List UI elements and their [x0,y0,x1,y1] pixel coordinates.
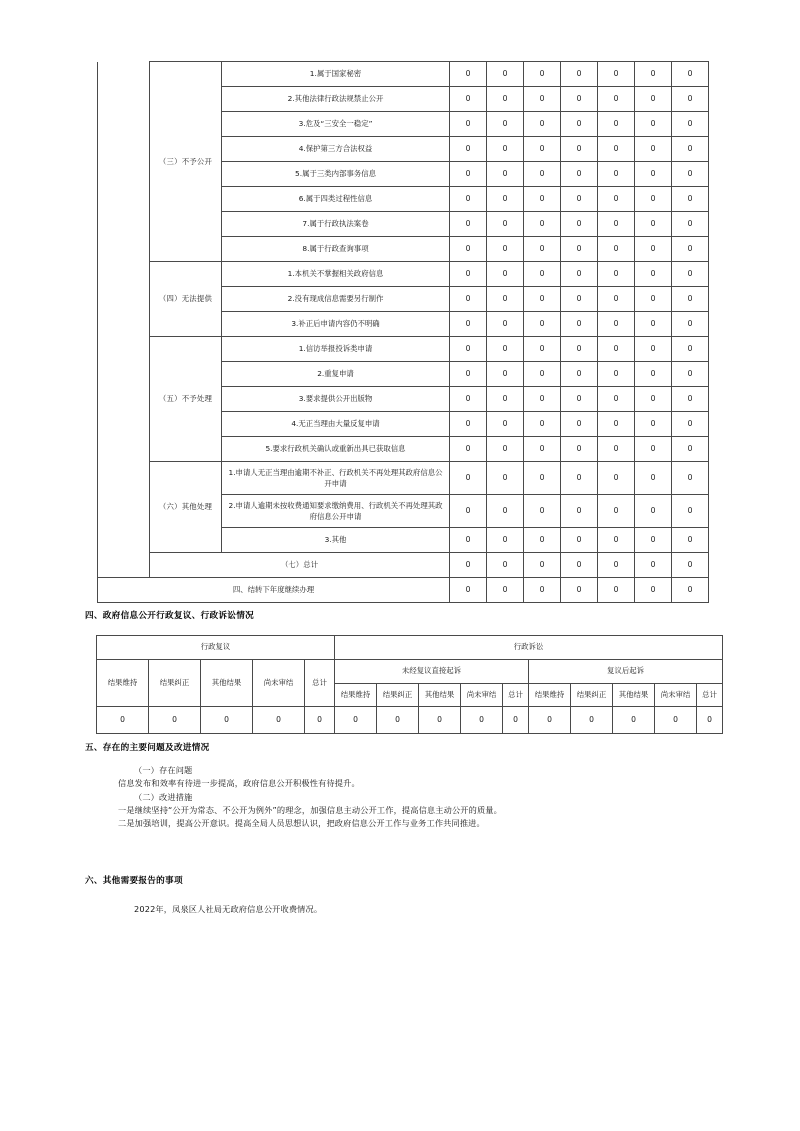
fy-value-cell-10: 0 [529,707,571,734]
value-cell-4: 0 [598,495,635,528]
section-six-heading: 六、其他需要报告的事项 [85,876,183,886]
value-cell-6: 0 [672,528,709,553]
total-value-cell-2: 0 [524,553,561,578]
description-cell: 1.申请人无正当理由逾期不补正、行政机关不再处理其政府信息公开申请 [222,462,450,495]
value-cell-5: 0 [635,137,672,162]
value-cell-5: 0 [635,387,672,412]
fy-value-cell-0: 0 [97,707,149,734]
description-cell: 2.其他法律行政法规禁止公开 [222,87,450,112]
fy-value-cell-14: 0 [697,707,723,734]
total-value-cell-6: 0 [672,553,709,578]
value-cell-0: 0 [450,262,487,287]
value-cell-2: 0 [524,262,561,287]
description-cell: 1.本机关不掌握相关政府信息 [222,262,450,287]
value-cell-4: 0 [598,187,635,212]
value-cell-4: 0 [598,212,635,237]
section-five-sub-b-line1: 一是继续坚持“公开为常态、不公开为例外”的理念，加强信息主动公开工作，提高信息主动公开的质量。 [118,804,502,815]
section-six-body [118,903,322,916]
value-cell-1: 0 [487,187,524,212]
category-cell: （六）其他处理 [150,462,222,553]
value-cell-6: 0 [672,437,709,462]
table-row [98,62,709,87]
fy-value-cell-13: 0 [655,707,697,734]
value-cell-2: 0 [524,462,561,495]
value-cell-5: 0 [635,312,672,337]
section-five-heading: 五、存在的主要问题及改进情况 [85,743,210,753]
section-five-sub-a-text: 信息发布和效率有待进一步提高，政府信息公开积极性有待提升。 [118,778,360,789]
value-cell-2: 0 [524,87,561,112]
value-cell-5: 0 [635,262,672,287]
value-cell-0: 0 [450,287,487,312]
section-six-text: 2022年，凤泉区人社局无政府信息公开收费情况。 [134,904,323,914]
value-cell-1: 0 [487,362,524,387]
value-cell-4: 0 [598,112,635,137]
value-cell-0: 0 [450,362,487,387]
value-cell-0: 0 [450,112,487,137]
value-cell-0: 0 [450,312,487,337]
category-cell: （五）不予处理 [150,337,222,462]
value-cell-2: 0 [524,412,561,437]
value-cell-0: 0 [450,62,487,87]
description-cell: 5.要求行政机关确认或重新出具已获取信息 [222,437,450,462]
description-cell: 8.属于行政查询事项 [222,237,450,262]
continuation-blank-cell [98,62,150,578]
value-cell-2: 0 [524,337,561,362]
value-cell-3: 0 [561,87,598,112]
col-header-fuyi-1: 结果纠正 [149,660,201,707]
value-cell-1: 0 [487,212,524,237]
fy-value-cell-11: 0 [571,707,613,734]
group-header-administrative-review: 行政复议 [97,636,335,660]
col-header-fuyihou-4: 总计 [697,684,723,707]
description-cell: 4.保护第三方合法权益 [222,137,450,162]
value-cell-0: 0 [450,87,487,112]
value-cell-3: 0 [561,462,598,495]
value-cell-6: 0 [672,137,709,162]
col-header-zhijie-1: 结果纠正 [377,684,419,707]
value-cell-2: 0 [524,112,561,137]
col-header-fuyihou-2: 其他结果 [613,684,655,707]
value-cell-6: 0 [672,212,709,237]
value-cell-6: 0 [672,112,709,137]
value-cell-4: 0 [598,287,635,312]
value-cell-2: 0 [524,212,561,237]
table-row [98,337,709,362]
table-row-values [97,707,723,734]
description-cell: 2.申请人逾期未按收费通知要求缴纳费用、行政机关不再处理其政府信息公开申请 [222,495,450,528]
value-cell-3: 0 [561,437,598,462]
value-cell-0: 0 [450,237,487,262]
col-header-fuyihou-3: 尚未审结 [655,684,697,707]
value-cell-0: 0 [450,528,487,553]
total-value-cell-5: 0 [635,553,672,578]
value-cell-2: 0 [524,187,561,212]
value-cell-3: 0 [561,237,598,262]
value-cell-3: 0 [561,312,598,337]
value-cell-5: 0 [635,112,672,137]
value-cell-0: 0 [450,187,487,212]
col-header-fuyi-4: 总计 [305,660,335,707]
col-header-fuyihou-0: 结果维持 [529,684,571,707]
value-cell-0: 0 [450,337,487,362]
value-cell-1: 0 [487,528,524,553]
value-cell-2: 0 [524,237,561,262]
value-cell-1: 0 [487,87,524,112]
col-header-fuyihou-1: 结果纠正 [571,684,613,707]
total-value-cell-0: 0 [450,553,487,578]
section-five-body [118,764,502,830]
fy-value-cell-3: 0 [253,707,305,734]
value-cell-6: 0 [672,337,709,362]
table-row-top-groups [97,636,723,660]
category-cell: （四）无法提供 [150,262,222,337]
fy-value-cell-4: 0 [305,707,335,734]
value-cell-2: 0 [524,62,561,87]
value-cell-4: 0 [598,387,635,412]
value-cell-2: 0 [524,312,561,337]
value-cell-4: 0 [598,162,635,187]
application-handling-table [97,61,709,603]
value-cell-5: 0 [635,162,672,187]
value-cell-2: 0 [524,528,561,553]
description-cell: 6.属于四类过程性信息 [222,187,450,212]
description-cell: 3.补正后申请内容仍不明确 [222,312,450,337]
carryover-value-cell-3: 0 [561,578,598,603]
col-header-fuyi-0: 结果维持 [97,660,149,707]
section-five-sub-b-line2: 二是加强培训，提高公开意识。提高全局人员思想认识，把政府信息公开工作与业务工作共同推进。 [118,818,485,829]
value-cell-6: 0 [672,287,709,312]
group-header-direct-litigation: 未经复议直接起诉 [335,660,529,684]
col-header-zhijie-0: 结果维持 [335,684,377,707]
carryover-label-cell: 四、结转下年度继续办理 [98,578,450,603]
value-cell-3: 0 [561,362,598,387]
col-header-zhijie-2: 其他结果 [419,684,461,707]
value-cell-0: 0 [450,137,487,162]
value-cell-6: 0 [672,495,709,528]
fy-value-cell-1: 0 [149,707,201,734]
value-cell-4: 0 [598,462,635,495]
fy-value-cell-6: 0 [377,707,419,734]
total-value-cell-1: 0 [487,553,524,578]
value-cell-4: 0 [598,62,635,87]
value-cell-3: 0 [561,112,598,137]
value-cell-4: 0 [598,87,635,112]
value-cell-0: 0 [450,387,487,412]
value-cell-4: 0 [598,262,635,287]
value-cell-4: 0 [598,362,635,387]
description-cell: 1.属于国家秘密 [222,62,450,87]
value-cell-3: 0 [561,62,598,87]
value-cell-6: 0 [672,62,709,87]
value-cell-4: 0 [598,412,635,437]
value-cell-6: 0 [672,262,709,287]
total-label-cell: （七）总计 [150,553,450,578]
value-cell-3: 0 [561,495,598,528]
carryover-value-cell-5: 0 [635,578,672,603]
value-cell-5: 0 [635,337,672,362]
value-cell-1: 0 [487,112,524,137]
value-cell-1: 0 [487,437,524,462]
value-cell-4: 0 [598,337,635,362]
value-cell-2: 0 [524,137,561,162]
section-five-sub-b-title: （二）改进措施 [134,791,193,802]
col-header-fuyi-2: 其他结果 [201,660,253,707]
col-header-zhijie-3: 尚未审结 [461,684,503,707]
group-header-post-review-litigation: 复议后起诉 [529,660,723,684]
value-cell-1: 0 [487,495,524,528]
value-cell-0: 0 [450,437,487,462]
value-cell-1: 0 [487,162,524,187]
value-cell-6: 0 [672,412,709,437]
value-cell-3: 0 [561,137,598,162]
section-four-heading: 四、政府信息公开行政复议、行政诉讼情况 [85,611,254,621]
value-cell-1: 0 [487,462,524,495]
value-cell-2: 0 [524,162,561,187]
carryover-value-cell-0: 0 [450,578,487,603]
fy-value-cell-2: 0 [201,707,253,734]
value-cell-3: 0 [561,187,598,212]
value-cell-5: 0 [635,212,672,237]
value-cell-3: 0 [561,387,598,412]
value-cell-1: 0 [487,412,524,437]
value-cell-0: 0 [450,212,487,237]
value-cell-2: 0 [524,437,561,462]
value-cell-1: 0 [487,137,524,162]
carryover-value-cell-6: 0 [672,578,709,603]
description-cell: 1.信访举报投诉类申请 [222,337,450,362]
table-row [98,462,709,495]
value-cell-5: 0 [635,412,672,437]
value-cell-2: 0 [524,287,561,312]
value-cell-5: 0 [635,362,672,387]
value-cell-0: 0 [450,495,487,528]
value-cell-3: 0 [561,337,598,362]
value-cell-1: 0 [487,337,524,362]
section-five-sub-a-title: （一）存在问题 [134,765,193,775]
category-cell: （三）不予公开 [150,62,222,262]
value-cell-4: 0 [598,137,635,162]
value-cell-1: 0 [487,287,524,312]
value-cell-5: 0 [635,62,672,87]
value-cell-3: 0 [561,162,598,187]
value-cell-1: 0 [487,312,524,337]
group-header-administrative-litigation: 行政诉讼 [335,636,723,660]
fy-value-cell-5: 0 [335,707,377,734]
review-litigation-table [96,635,723,734]
table-row-mid-groups [97,660,723,684]
fy-value-cell-12: 0 [613,707,655,734]
value-cell-6: 0 [672,237,709,262]
value-cell-3: 0 [561,212,598,237]
value-cell-4: 0 [598,437,635,462]
description-cell: 2.重复申请 [222,362,450,387]
value-cell-4: 0 [598,237,635,262]
table-row [98,262,709,287]
fy-value-cell-7: 0 [419,707,461,734]
value-cell-2: 0 [524,362,561,387]
total-value-cell-4: 0 [598,553,635,578]
description-cell: 5.属于三类内部事务信息 [222,162,450,187]
description-cell: 3.要求提供公开出版物 [222,387,450,412]
col-header-fuyi-3: 尚未审结 [253,660,305,707]
value-cell-5: 0 [635,287,672,312]
value-cell-1: 0 [487,262,524,287]
carryover-value-cell-2: 0 [524,578,561,603]
value-cell-3: 0 [561,412,598,437]
fy-value-cell-9: 0 [503,707,529,734]
value-cell-2: 0 [524,387,561,412]
value-cell-5: 0 [635,237,672,262]
value-cell-6: 0 [672,187,709,212]
value-cell-0: 0 [450,462,487,495]
value-cell-0: 0 [450,162,487,187]
value-cell-3: 0 [561,262,598,287]
carryover-value-cell-4: 0 [598,578,635,603]
value-cell-6: 0 [672,87,709,112]
description-cell: 3.危及“三安全一稳定” [222,112,450,137]
description-cell: 3.其他 [222,528,450,553]
value-cell-1: 0 [487,387,524,412]
value-cell-0: 0 [450,412,487,437]
value-cell-4: 0 [598,528,635,553]
value-cell-6: 0 [672,312,709,337]
value-cell-5: 0 [635,437,672,462]
value-cell-6: 0 [672,362,709,387]
value-cell-2: 0 [524,495,561,528]
description-cell: 4.无正当理由大量反复申请 [222,412,450,437]
value-cell-5: 0 [635,187,672,212]
description-cell: 7.属于行政执法案卷 [222,212,450,237]
table-row-carryover [98,578,709,603]
value-cell-5: 0 [635,462,672,495]
carryover-value-cell-1: 0 [487,578,524,603]
value-cell-6: 0 [672,462,709,495]
value-cell-1: 0 [487,62,524,87]
value-cell-6: 0 [672,387,709,412]
description-cell: 2.没有现成信息需要另行制作 [222,287,450,312]
col-header-zhijie-4: 总计 [503,684,529,707]
value-cell-3: 0 [561,287,598,312]
table-row-total [98,553,709,578]
value-cell-5: 0 [635,495,672,528]
fy-value-cell-8: 0 [461,707,503,734]
value-cell-5: 0 [635,87,672,112]
value-cell-6: 0 [672,162,709,187]
value-cell-5: 0 [635,528,672,553]
total-value-cell-3: 0 [561,553,598,578]
value-cell-4: 0 [598,312,635,337]
value-cell-1: 0 [487,237,524,262]
value-cell-3: 0 [561,528,598,553]
